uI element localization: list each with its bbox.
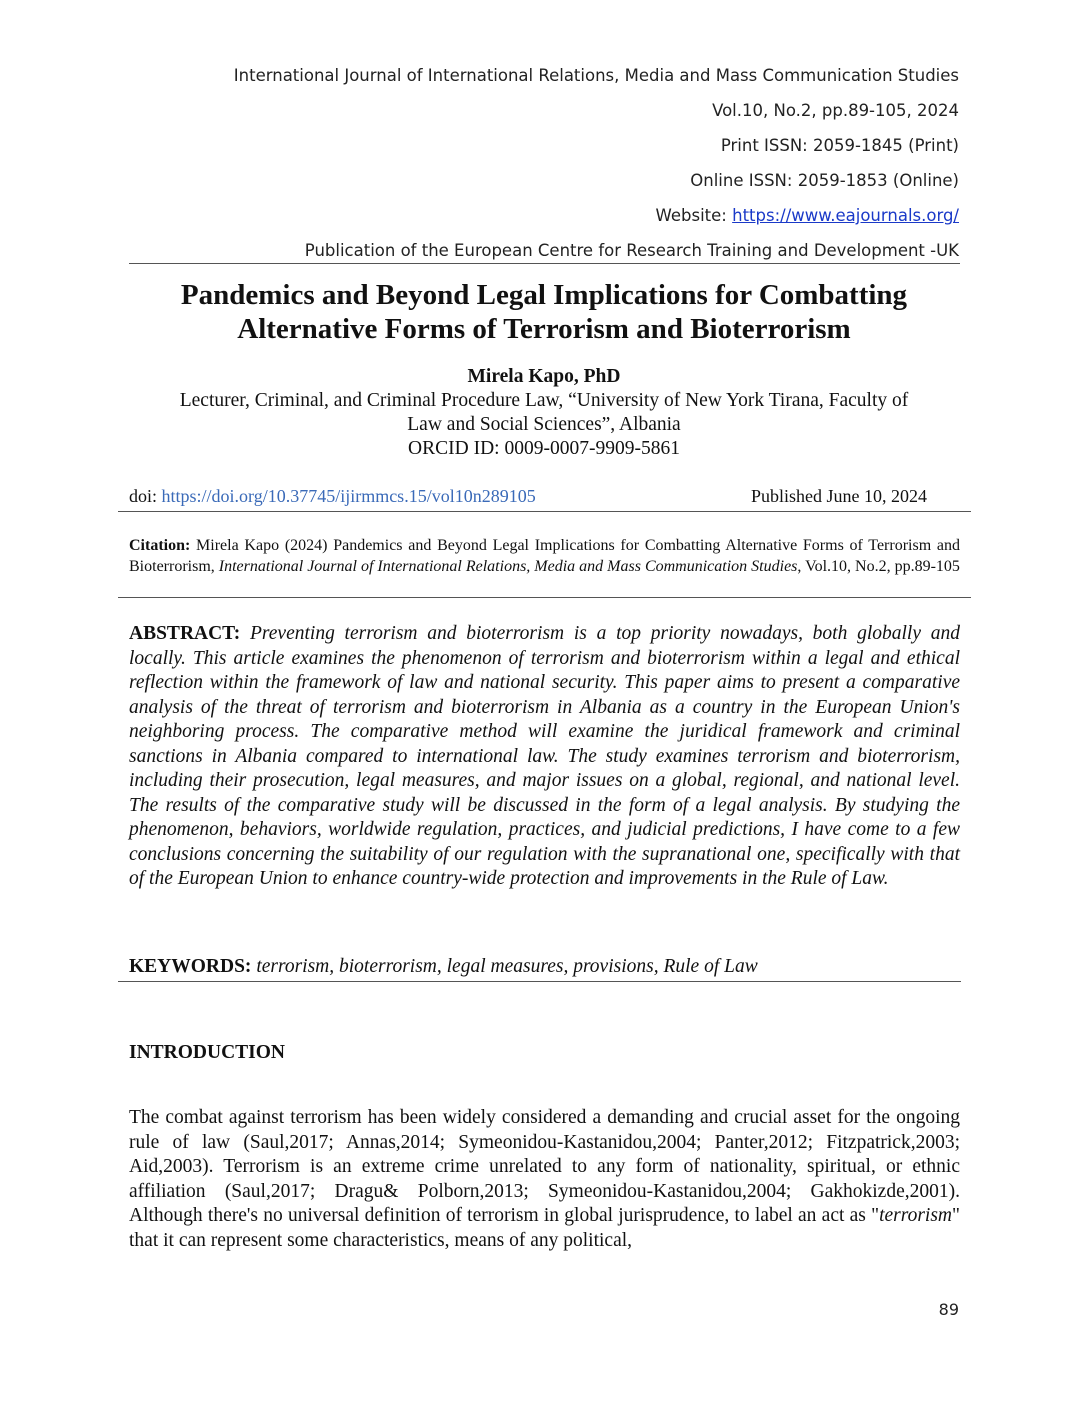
- intro-text-1: The combat against terrorism has been widely considered a demanding and crucial asset for the ongoing rule of law (Saul,2017; Annas,2014; Symeonidou-Kastanidou,2004; Panter,2012; Fitzpatrick,2003; Aid,2003). Terrorism is an extreme crime unrelated to any form of nationality, spiritual, or ethnic affiliation (Saul,2017; Dragu& Polborn,2013; Symeonidou-Kastanidou,2004; Gakhokizde,2001). Although there's no universal definition of terrorism in global jurisprudence, to label an act as ": [129, 1107, 960, 1226]
- keywords-text: terrorism, bioterrorism, legal measures, provisions, Rule of Law: [251, 956, 758, 977]
- published-date: Published June 10, 2024: [751, 486, 928, 506]
- citation-tail: , Vol.10, No.2, pp.89-105: [797, 557, 960, 575]
- citation: [129, 536, 960, 577]
- journal-name: International Journal of International Relations, Media and Mass Communication Studies: [233, 66, 959, 85]
- abstract-text: Preventing terrorism and bioterrorism is a top priority nowadays, both globally and locally. This article examines the phenomenon of terrorism and bioterrorism within a legal and ethical reflection within the framework of law and national security. This paper aims to present a comparative analysis of the threat of terrorism and bioterrorism in Albania as a country in the European Union's neighboring process. The comparative method will examine the juridical framework and criminal sanctions in Albania compared to international law. The study examines terrorism and bioterrorism, including their prosecution, legal measures, and major issues on a global, regional, and national level. The results of the comparative study will be discussed in the form of a legal analysis. By studying the phenomenon, behaviors, worldwide regulation, practices, and judicial predictions, I have come to a few conclusions concerning the suitability of our regulation with the supranational one, specifically with that of the European Union to enhance country-wide protection and improvements in the Rule of Law.: [129, 623, 960, 889]
- author-name: Mirela Kapo, PhD: [467, 366, 621, 387]
- orcid: ORCID ID: 0009-0007-9909-5861: [408, 438, 680, 459]
- affiliation-line-2: Law and Social Sciences”, Albania: [407, 414, 681, 435]
- abstract: [129, 622, 960, 892]
- affiliation-line-1: Lecturer, Criminal, and Criminal Procedure Law, “University of New York Tirana, Faculty of: [179, 390, 909, 411]
- volume-info: Vol.10, No.2, pp.89-105, 2024: [712, 101, 959, 120]
- website-link[interactable]: https://www.eajournals.org/: [732, 206, 959, 225]
- intro-text-2: " that it can represent some characteristics, means of any political,: [129, 1205, 960, 1251]
- citation-journal: International Journal of International Relations, Media and Mass Communication Studies: [218, 557, 798, 575]
- doi-label: doi:: [129, 486, 162, 506]
- online-issn: Online ISSN: 2059-1853 (Online): [690, 171, 959, 190]
- header-divider: [129, 263, 960, 264]
- doi-link[interactable]: https://doi.org/10.37745/ijirmmcs.15/vol10n289105: [161, 486, 536, 506]
- introduction-paragraph: [129, 1106, 960, 1253]
- keywords: [129, 956, 758, 978]
- title-line-1: Pandemics and Beyond Legal Implications for Combatting: [180, 279, 908, 311]
- website-line: [656, 206, 959, 225]
- citation-divider: [118, 597, 971, 598]
- citation-label: Citation:: [129, 537, 191, 554]
- abstract-label: ABSTRACT:: [129, 623, 241, 644]
- keywords-divider: [118, 981, 961, 982]
- intro-italic: terrorism: [879, 1205, 953, 1226]
- doi-line: [129, 486, 536, 507]
- keywords-label: KEYWORDS:: [129, 956, 252, 977]
- citation-text: Mirela Kapo (2024) Pandemics and Beyond Legal Implications for Combatting Alternative Forms of Terrorism and Bioterrorism,: [129, 537, 960, 575]
- doi-divider: [118, 511, 971, 512]
- paper-title: [110, 278, 978, 346]
- publisher-line: Publication of the European Centre for Research Training and Development -UK: [304, 241, 959, 260]
- section-heading: INTRODUCTION: [129, 1042, 286, 1063]
- website-label: Website:: [655, 206, 733, 225]
- page-number: 89: [938, 1300, 959, 1319]
- print-issn: Print ISSN: 2059-1845 (Print): [720, 136, 959, 155]
- title-line-2: Alternative Forms of Terrorism and Bioterrorism: [237, 313, 851, 345]
